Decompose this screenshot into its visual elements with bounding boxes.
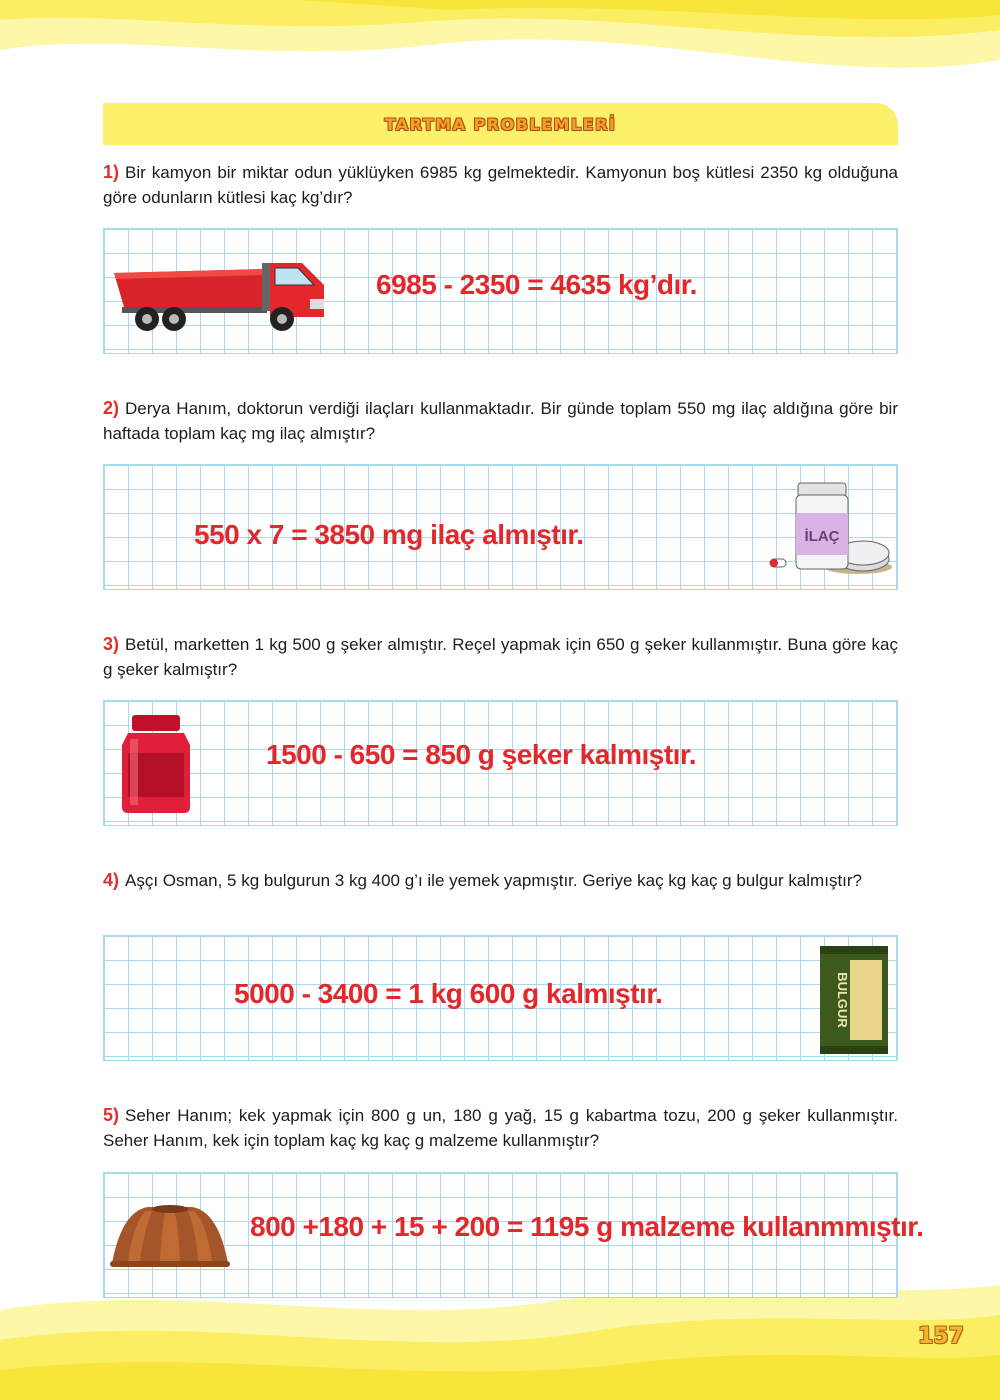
answer-box-4 <box>103 935 898 1061</box>
answer-text: 550 x 7 = 3850 mg ilaç almıştır. <box>194 519 584 550</box>
page-title: TARTMA PROBLEMLERİ <box>384 114 617 134</box>
answer-box-1 <box>103 228 898 354</box>
answer-box-3 <box>103 700 898 826</box>
bulgur-package-label: BULGUR <box>835 972 850 1028</box>
page-number: 157 <box>918 1324 964 1349</box>
truck-icon <box>112 255 327 335</box>
answer-text: 1500 - 650 = 850 g şeker kalmıştır. <box>266 739 697 770</box>
question-number: 2) <box>103 398 120 418</box>
question-1 <box>103 160 898 210</box>
bundt-cake-icon <box>108 1201 232 1269</box>
answer-text: 800 +180 + 15 + 200 = 1195 g malzeme kullanmmıştır. <box>250 1211 924 1242</box>
answer-text: 5000 - 3400 = 1 kg 600 g kalmıştır. <box>234 978 663 1009</box>
title-bar <box>103 103 898 145</box>
question-text: Betül, marketten 1 kg 500 g şeker almıştır. Reçel yapmak için 650 g şeker kullanmıştır. Buna göre kaç g şeker kalmıştır? <box>103 635 898 679</box>
question-2 <box>103 396 898 446</box>
medicine-bottle-icon <box>768 479 893 577</box>
question-text: Bir kamyon bir miktar odun yüklüyken 6985 kg gelmektedir. Kamyonun boş kütlesi 2350 kg olduğuna göre odunların kütlesi kaç kg’dır? <box>103 163 898 207</box>
question-number: 3) <box>103 634 120 654</box>
question-number: 4) <box>103 870 120 890</box>
question-3 <box>103 632 898 682</box>
bulgur-package-icon <box>816 944 892 1056</box>
question-number: 1) <box>103 162 120 182</box>
top-wave-decoration <box>0 0 1000 110</box>
question-text: Aşçı Osman, 5 kg bulgurun 3 kg 400 g’ı ile yemek yapmıştır. Geriye kaç kg kaç g bulgur kalmıştır? <box>125 871 863 890</box>
question-number: 5) <box>103 1105 120 1125</box>
question-text: Derya Hanım, doktorun verdiği ilaçları kullanmaktadır. Bir günde toplam 550 mg ilaç aldığına göre bir haftada toplam kaç mg ilaç almıştır? <box>103 399 898 443</box>
question-text: Seher Hanım; kek yapmak için 800 g un, 180 g yağ, 15 g kabartma tozu, 200 g şeker kullanmıştır. Seher Hanım, kek için toplam kaç kg kaç g malzeme kullanmıştır? <box>103 1106 898 1150</box>
answer-box-2 <box>103 464 898 590</box>
answer-box-5 <box>103 1172 924 1298</box>
question-4 <box>103 868 898 893</box>
jam-jar-icon <box>118 713 194 815</box>
medicine-bottle-label: İLAÇ <box>804 528 840 545</box>
question-5 <box>103 1103 898 1153</box>
answer-text: 6985 - 2350 = 4635 kg’dır. <box>376 269 697 300</box>
